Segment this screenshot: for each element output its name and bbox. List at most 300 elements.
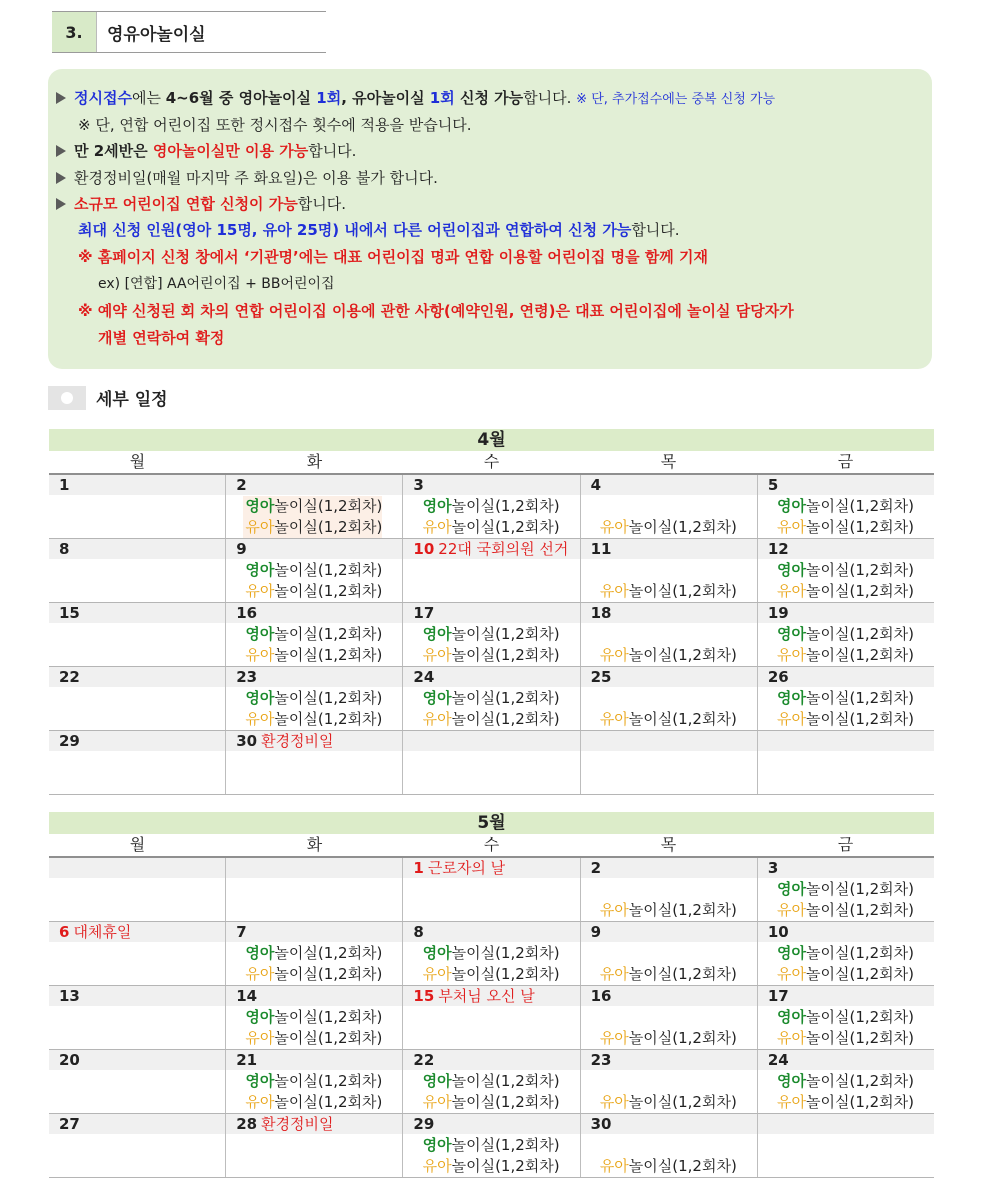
day-number: 6 <box>59 923 70 941</box>
day-number: 1 <box>59 476 70 494</box>
event-suffix: 놀이실(1,2회차) <box>451 625 560 643</box>
day-number-bar <box>758 922 934 942</box>
calendar-day-cell <box>225 731 402 794</box>
event-prefix: 유아 <box>599 901 629 919</box>
event-prefix: 유아 <box>777 901 806 919</box>
day-number-bar <box>581 603 757 623</box>
toddler-playroom-slot <box>423 709 560 730</box>
notice-line-4 <box>56 168 438 188</box>
notice-text: , 유아놀이실 <box>341 89 430 107</box>
day-number-bar <box>49 475 225 495</box>
day-number: 23 <box>236 668 258 686</box>
infant-playroom-slot <box>423 943 560 964</box>
day-number: 17 <box>767 987 789 1005</box>
day-number: 28 <box>236 1115 258 1133</box>
day-number: 3 <box>767 859 779 877</box>
weekday-label: 목 <box>660 452 677 471</box>
day-number: 15 <box>413 987 435 1005</box>
infant-playroom-slot <box>777 1007 914 1028</box>
event-suffix: 놀이실(1,2회차) <box>451 1072 560 1090</box>
day-number: 14 <box>236 987 258 1005</box>
day-number-bar <box>758 1114 934 1134</box>
toddler-playroom-slot <box>600 1092 737 1113</box>
day-number: 16 <box>590 987 612 1005</box>
event-suffix: 놀이실(1,2회차) <box>451 1093 560 1111</box>
calendar-day-cell <box>49 603 225 666</box>
day-note: 부처님 오신 날 <box>438 987 535 1005</box>
day-number: 1 <box>413 859 424 877</box>
calendar-day-cell <box>49 986 225 1049</box>
event-prefix: 영아 <box>245 561 275 579</box>
event-prefix: 유아 <box>599 965 629 983</box>
event-suffix: 놀이실(1,2회차) <box>274 582 383 600</box>
event-prefix: 유아 <box>245 582 275 600</box>
day-number-bar <box>226 731 402 751</box>
day-note: 대체휴일 <box>73 923 132 941</box>
event-prefix: 유아 <box>245 710 275 728</box>
day-number-bar <box>758 986 934 1006</box>
event-prefix: 유아 <box>245 518 275 536</box>
event-prefix: 유아 <box>422 646 452 664</box>
day-number-bar <box>403 667 579 687</box>
day-number-bar <box>581 475 757 495</box>
notice-line-7: ※ 홈페이지 신청 창에서 ‘기관명’에는 대표 어린이집 명과 연합 이용할 어린이집 명을 함께 기재 <box>78 248 709 266</box>
infant-playroom-slot <box>777 688 914 709</box>
toddler-playroom-slot <box>777 1092 914 1113</box>
notice-line-3 <box>56 141 356 161</box>
weekday-label: 수 <box>483 835 500 854</box>
calendar-day-cell <box>757 986 934 1049</box>
calendar-day-cell <box>402 1050 579 1113</box>
notice-text: 소규모 어린이집 연합 신청이 가능 <box>74 195 298 213</box>
day-number-bar <box>758 731 934 751</box>
calendar-day-cell <box>402 667 579 730</box>
triangle-bullet-icon <box>56 172 66 184</box>
day-number: 15 <box>59 604 80 622</box>
calendar-may <box>49 812 934 1178</box>
event-prefix: 영아 <box>245 1072 275 1090</box>
day-number: 8 <box>413 923 424 941</box>
infant-playroom-slot <box>245 943 382 964</box>
notice-text: 1회 <box>316 89 342 107</box>
day-number-bar <box>758 475 934 495</box>
notice-text: 합니다. <box>297 195 347 213</box>
infant-playroom-slot <box>245 688 382 709</box>
weekday-label: 목 <box>660 835 677 854</box>
toddler-playroom-slot <box>423 517 560 538</box>
detail-schedule-header <box>48 385 168 410</box>
day-number-bar <box>226 1050 402 1070</box>
day-number-bar <box>758 603 934 623</box>
calendar-day-cell <box>580 603 757 666</box>
notice-text: 최대 신청 인원(영아 15명, 유아 25명) 내에서 다른 어린이집과 연합하여 신청 가능 <box>78 221 632 239</box>
toddler-playroom-slot <box>777 517 914 538</box>
calendar-april <box>49 429 934 795</box>
notice-text: 합니다. <box>631 221 680 239</box>
day-number: 4 <box>590 476 602 494</box>
day-number: 24 <box>413 668 435 686</box>
day-number-bar <box>226 539 402 559</box>
day-number: 2 <box>236 476 247 494</box>
event-prefix: 유아 <box>422 1157 452 1175</box>
day-number: 24 <box>767 1051 789 1069</box>
day-number-bar <box>226 603 402 623</box>
calendar-day-cell <box>757 731 934 794</box>
circle-bullet-icon <box>48 386 86 410</box>
day-number-bar <box>581 858 757 878</box>
day-number-bar <box>758 667 934 687</box>
day-number-bar <box>49 667 225 687</box>
day-number: 5 <box>767 476 779 494</box>
toddler-playroom-slot <box>600 581 737 602</box>
event-suffix: 놀이실(1,2회차) <box>628 1157 737 1175</box>
toddler-playroom-slot <box>423 964 560 985</box>
day-number: 23 <box>590 1051 612 1069</box>
event-suffix: 놀이실(1,2회차) <box>806 689 915 707</box>
notice-line-10: 개별 연락하여 확정 <box>98 329 225 347</box>
calendar-day-cell <box>580 731 757 794</box>
day-number-bar <box>403 475 579 495</box>
calendar-week-row <box>49 731 934 795</box>
toddler-playroom-slot <box>245 645 382 666</box>
toddler-playroom-slot <box>777 900 914 921</box>
notice-line-8: ex) [연합] AA어린이집 + BB어린이집 <box>98 276 335 292</box>
calendar-day-cell <box>580 539 757 602</box>
notice-text: 정시접수 <box>74 89 132 107</box>
toddler-playroom-slot <box>245 1028 382 1049</box>
section-header <box>52 11 326 53</box>
notice-line-5 <box>56 194 346 214</box>
event-prefix: 유아 <box>599 1157 629 1175</box>
day-number: 10 <box>767 923 789 941</box>
day-number: 9 <box>590 923 602 941</box>
day-number: 22 <box>413 1051 435 1069</box>
calendar-week-row <box>49 922 934 986</box>
day-number-bar <box>581 986 757 1006</box>
toddler-playroom-slot <box>600 964 737 985</box>
day-number-bar <box>758 1050 934 1070</box>
detail-title: 세부 일정 <box>96 390 168 410</box>
event-suffix: 놀이실(1,2회차) <box>274 625 383 643</box>
day-number: 11 <box>590 540 612 558</box>
calendar-day-cell <box>402 922 579 985</box>
event-prefix: 영아 <box>422 944 452 962</box>
event-suffix: 놀이실(1,2회차) <box>628 518 737 536</box>
calendar-week-row <box>49 603 934 667</box>
toddler-playroom-slot <box>600 517 737 538</box>
day-number: 27 <box>59 1115 80 1133</box>
event-prefix: 유아 <box>777 1029 806 1047</box>
event-prefix: 영아 <box>245 689 275 707</box>
day-number-bar <box>403 858 579 878</box>
day-number: 18 <box>590 604 612 622</box>
calendar-day-cell <box>49 475 225 538</box>
day-number-bar <box>403 603 579 623</box>
event-prefix: 유아 <box>777 646 806 664</box>
calendar-day-cell <box>402 603 579 666</box>
calendar-day-cell <box>225 1050 402 1113</box>
event-suffix: 놀이실(1,2회차) <box>806 1072 915 1090</box>
event-prefix: 유아 <box>599 646 629 664</box>
day-number: 20 <box>59 1051 80 1069</box>
event-prefix: 영아 <box>245 944 275 962</box>
event-prefix: 유아 <box>245 1029 275 1047</box>
weekday-label: 금 <box>837 835 854 854</box>
toddler-playroom-slot <box>423 1092 560 1113</box>
event-prefix: 유아 <box>422 518 452 536</box>
infant-playroom-slot <box>243 496 382 517</box>
event-suffix: 놀이실(1,2회차) <box>274 944 383 962</box>
toddler-playroom-slot <box>245 581 382 602</box>
calendar-day-cell <box>757 603 934 666</box>
event-suffix: 놀이실(1,2회차) <box>806 1029 915 1047</box>
calendar-day-cell <box>225 922 402 985</box>
day-number-bar <box>581 539 757 559</box>
event-suffix: 놀이실(1,2회차) <box>451 944 560 962</box>
calendar-day-cell <box>225 667 402 730</box>
infant-playroom-slot <box>777 624 914 645</box>
calendar-day-cell <box>757 922 934 985</box>
event-suffix: 놀이실(1,2회차) <box>274 518 383 536</box>
section-number: 3. <box>52 12 97 52</box>
day-number-bar <box>581 1050 757 1070</box>
event-prefix: 유아 <box>422 710 452 728</box>
day-number-bar <box>49 731 225 751</box>
calendar-day-cell <box>757 539 934 602</box>
notice-text: 만 2세반은 <box>74 142 153 160</box>
day-note: 22대 국회의원 선거 <box>438 540 569 558</box>
notice-text: 4~6월 중 영아놀이실 <box>165 89 317 107</box>
day-number-bar <box>49 922 225 942</box>
calendar-day-cell <box>757 858 934 921</box>
calendar-day-cell <box>402 1114 579 1177</box>
weekday-label: 수 <box>483 452 500 471</box>
triangle-bullet-icon <box>56 145 66 157</box>
weekday-label: 금 <box>837 452 854 471</box>
event-prefix: 영아 <box>777 880 806 898</box>
event-prefix: 유아 <box>245 1093 275 1111</box>
day-number-bar <box>49 858 225 878</box>
calendar-day-cell <box>580 667 757 730</box>
event-prefix: 유아 <box>599 518 629 536</box>
weekday-label: 화 <box>306 452 323 471</box>
notice-note: ※ 단, 추가접수에는 중복 신청 가능 <box>576 92 776 107</box>
calendar-day-cell <box>402 858 579 921</box>
event-suffix: 놀이실(1,2회차) <box>628 965 737 983</box>
notice-text: 1회 <box>429 89 455 107</box>
toddler-playroom-slot <box>777 1028 914 1049</box>
calendar-day-cell <box>402 539 579 602</box>
event-suffix: 놀이실(1,2회차) <box>451 518 560 536</box>
calendar-day-cell <box>757 1050 934 1113</box>
infant-playroom-slot <box>423 1135 560 1156</box>
calendar-day-cell <box>49 858 225 921</box>
weekday-label: 월 <box>129 452 146 471</box>
day-number-bar <box>403 922 579 942</box>
day-number-bar <box>226 986 402 1006</box>
infant-playroom-slot <box>777 1071 914 1092</box>
toddler-playroom-slot <box>600 709 737 730</box>
day-number: 30 <box>236 732 258 750</box>
event-prefix: 유아 <box>599 1029 629 1047</box>
day-number: 2 <box>590 859 602 877</box>
day-number: 13 <box>59 987 80 1005</box>
infant-playroom-slot <box>245 560 382 581</box>
event-prefix: 유아 <box>422 1093 452 1111</box>
day-number: 25 <box>590 668 612 686</box>
day-number-bar <box>226 667 402 687</box>
day-number: 29 <box>59 732 80 750</box>
event-suffix: 놀이실(1,2회차) <box>451 1157 560 1175</box>
event-suffix: 놀이실(1,2회차) <box>451 965 560 983</box>
weekday-label: 월 <box>129 835 146 854</box>
event-prefix: 유아 <box>777 965 806 983</box>
day-number: 19 <box>767 604 789 622</box>
toddler-playroom-slot <box>600 645 737 666</box>
day-note: 근로자의 날 <box>427 859 506 877</box>
event-suffix: 놀이실(1,2회차) <box>274 689 383 707</box>
event-suffix: 놀이실(1,2회차) <box>274 1008 383 1026</box>
day-number-bar <box>226 858 402 878</box>
event-suffix: 놀이실(1,2회차) <box>806 561 915 579</box>
event-suffix: 놀이실(1,2회차) <box>274 497 383 515</box>
day-number-bar <box>581 1114 757 1134</box>
day-number: 10 <box>413 540 435 558</box>
day-number: 17 <box>413 604 435 622</box>
calendar-day-cell <box>402 475 579 538</box>
toddler-playroom-slot <box>600 900 737 921</box>
event-prefix: 영아 <box>245 1008 275 1026</box>
day-number: 16 <box>236 604 258 622</box>
calendar-day-cell <box>225 1114 402 1177</box>
day-number: 12 <box>767 540 789 558</box>
day-number: 29 <box>413 1115 435 1133</box>
infant-playroom-slot <box>245 1071 382 1092</box>
notice-text: 합니다. <box>308 142 357 160</box>
day-number: 3 <box>413 476 424 494</box>
event-prefix: 영아 <box>422 689 452 707</box>
calendar-month-title: 4월 <box>49 429 934 451</box>
infant-playroom-slot <box>423 688 560 709</box>
event-suffix: 놀이실(1,2회차) <box>274 710 383 728</box>
calendar-day-cell <box>49 922 225 985</box>
event-prefix: 영아 <box>777 561 806 579</box>
day-number-bar <box>758 858 934 878</box>
day-number: 26 <box>767 668 789 686</box>
infant-playroom-slot <box>777 943 914 964</box>
infant-playroom-slot <box>777 496 914 517</box>
event-prefix: 영아 <box>422 1072 452 1090</box>
event-suffix: 놀이실(1,2회차) <box>806 944 915 962</box>
event-suffix: 놀이실(1,2회차) <box>806 582 915 600</box>
weekday-header <box>49 451 934 475</box>
day-note: 환경정비일 <box>261 1115 334 1133</box>
toddler-playroom-slot <box>777 964 914 985</box>
event-suffix: 놀이실(1,2회차) <box>274 561 383 579</box>
day-number: 22 <box>59 668 80 686</box>
day-number: 7 <box>236 923 247 941</box>
event-prefix: 유아 <box>777 582 806 600</box>
event-suffix: 놀이실(1,2회차) <box>628 646 737 664</box>
calendar-day-cell <box>580 986 757 1049</box>
day-number-bar <box>403 539 579 559</box>
day-number-bar <box>49 1114 225 1134</box>
infant-playroom-slot <box>245 1007 382 1028</box>
notice-text: 합니다. <box>523 89 572 107</box>
toddler-playroom-slot <box>777 581 914 602</box>
calendar-week-row <box>49 1114 934 1178</box>
event-prefix: 유아 <box>599 710 629 728</box>
day-number: 9 <box>236 540 247 558</box>
calendar-week-row <box>49 475 934 539</box>
event-prefix: 영아 <box>777 944 806 962</box>
day-number-bar <box>49 986 225 1006</box>
notice-line-2: ※ 단, 연합 어린이집 또한 정시접수 횟수에 적용을 받습니다. <box>78 116 472 134</box>
event-suffix: 놀이실(1,2회차) <box>806 1008 915 1026</box>
day-number-bar <box>49 539 225 559</box>
day-number-bar <box>581 922 757 942</box>
event-suffix: 놀이실(1,2회차) <box>451 646 560 664</box>
day-note: 환경정비일 <box>261 732 334 750</box>
day-number-bar <box>403 731 579 751</box>
event-prefix: 영아 <box>245 497 275 515</box>
event-prefix: 영아 <box>777 689 806 707</box>
event-prefix: 유아 <box>777 518 806 536</box>
calendar-day-cell <box>402 731 579 794</box>
infant-playroom-slot <box>245 624 382 645</box>
calendar-day-cell <box>402 986 579 1049</box>
event-prefix: 유아 <box>422 965 452 983</box>
calendar-day-cell <box>49 539 225 602</box>
infant-playroom-slot <box>423 624 560 645</box>
calendar-day-cell <box>49 1050 225 1113</box>
day-number-bar <box>403 1050 579 1070</box>
calendar-week-row <box>49 1050 934 1114</box>
infant-playroom-slot <box>423 496 560 517</box>
notice-line-1 <box>56 88 775 110</box>
day-number-bar <box>226 1114 402 1134</box>
day-number: 8 <box>59 540 70 558</box>
event-suffix: 놀이실(1,2회차) <box>806 1093 915 1111</box>
calendar-day-cell <box>49 731 225 794</box>
day-number-bar <box>226 922 402 942</box>
toddler-playroom-slot <box>600 1156 737 1177</box>
weekday-label: 화 <box>306 835 323 854</box>
notice-text: 에는 <box>131 89 166 107</box>
day-number: 30 <box>590 1115 612 1133</box>
calendar-day-cell <box>49 1114 225 1177</box>
calendar-week-row <box>49 986 934 1050</box>
calendar-day-cell <box>580 1114 757 1177</box>
event-suffix: 놀이실(1,2회차) <box>274 1029 383 1047</box>
calendar-day-cell <box>225 539 402 602</box>
calendar-week-row <box>49 539 934 603</box>
triangle-bullet-icon <box>56 198 66 210</box>
notice-text: 영아놀이실만 이용 가능 <box>152 142 309 160</box>
calendar-day-cell <box>49 667 225 730</box>
toddler-playroom-slot <box>423 645 560 666</box>
day-number-bar <box>49 1050 225 1070</box>
event-prefix: 영아 <box>245 625 275 643</box>
notice-box <box>48 69 932 369</box>
event-suffix: 놀이실(1,2회차) <box>806 880 915 898</box>
calendar-day-cell <box>225 603 402 666</box>
day-number-bar <box>226 475 402 495</box>
weekday-header <box>49 834 934 858</box>
event-suffix: 놀이실(1,2회차) <box>628 710 737 728</box>
event-suffix: 놀이실(1,2회차) <box>451 497 560 515</box>
event-prefix: 유아 <box>245 965 275 983</box>
